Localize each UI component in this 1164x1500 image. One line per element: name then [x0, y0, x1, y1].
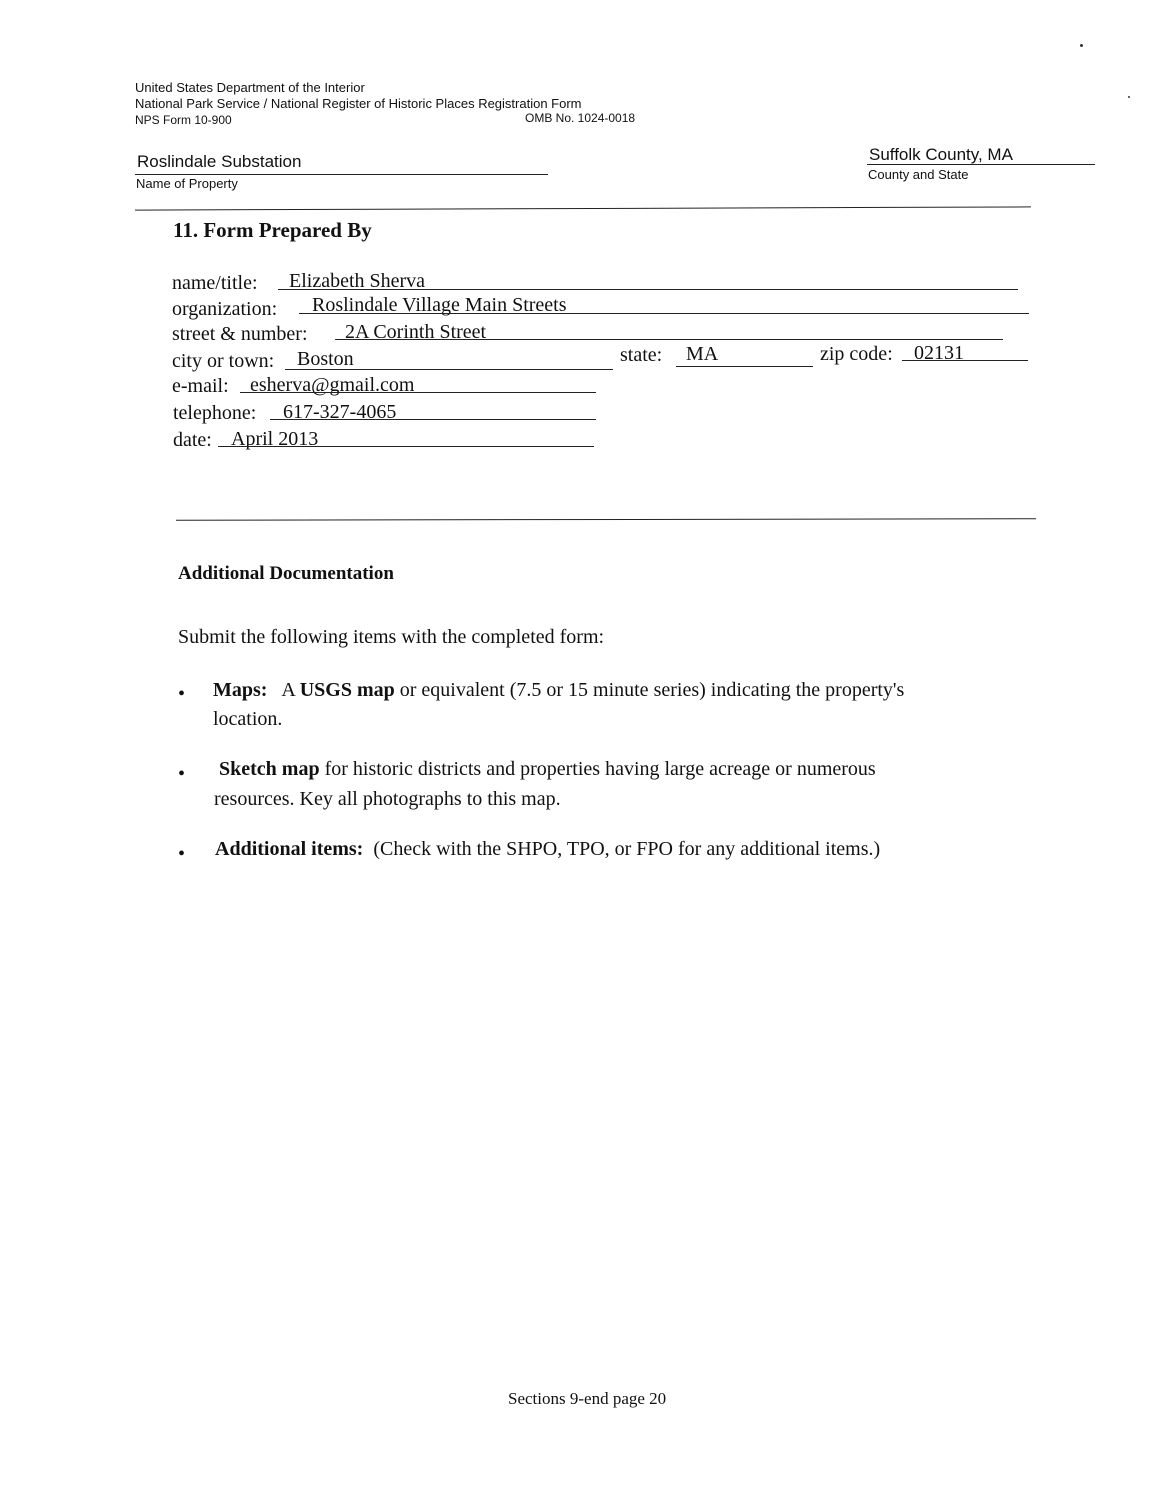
organization-label: organization: [172, 298, 278, 320]
sketch-map-text: for historic districts and properties having large acreage or numerous [324, 758, 876, 780]
county-state-underline [867, 164, 1095, 165]
section-divider-bottom [176, 518, 1036, 521]
state-underline [676, 366, 813, 367]
sketch-map-label: Sketch map [219, 758, 320, 780]
usgs-map-label: USGS map [299, 679, 395, 701]
bullet-item-additional-items [215, 834, 880, 865]
form-title: National Park Service / National Register of Historic Places Registration Form [135, 96, 582, 111]
name-title-value: Elizabeth Sherva [289, 270, 426, 292]
section-divider-top [135, 206, 1031, 210]
additional-documentation-heading: Additional Documentation [178, 563, 394, 584]
organization-underline [299, 313, 1029, 314]
street-number-underline [335, 339, 1003, 340]
email-label: e-mail: [172, 375, 229, 397]
date-label: date: [173, 429, 212, 451]
county-state-caption: County and State [868, 167, 969, 182]
zip-code-underline [902, 360, 1028, 361]
maps-text-line2: location. [213, 708, 283, 730]
bullet-item-maps [213, 675, 904, 706]
maps-text: or equivalent (7.5 or 15 minute series) indicating the property's [399, 679, 905, 701]
organization-value: Roslindale Village Main Streets [312, 294, 567, 316]
city-town-underline [285, 369, 613, 370]
zip-code-value: 02131 [914, 342, 964, 364]
scan-speck [1128, 96, 1130, 98]
name-title-underline [278, 289, 1018, 290]
city-town-value: Boston [297, 348, 354, 370]
email-underline [240, 392, 596, 393]
property-name-caption: Name of Property [136, 176, 238, 191]
state-label: state: [620, 344, 663, 366]
state-value: MA [686, 343, 719, 365]
telephone-underline [270, 419, 596, 420]
zip-code-label: zip code: [820, 343, 893, 365]
county-state-value: Suffolk County, MA [869, 145, 1013, 164]
additional-items-text: (Check with the SHPO, TPO, or FPO for any additional items.) [373, 838, 881, 860]
date-underline [218, 446, 594, 447]
additional-intro: Submit the following items with the completed form: [178, 626, 605, 648]
section-11-title: 11. Form Prepared By [173, 218, 372, 242]
street-number-value: 2A Corinth Street [345, 321, 487, 343]
scan-speck [1080, 44, 1083, 47]
telephone-value: 617-327-4065 [283, 401, 397, 423]
maps-label: Maps: [213, 679, 268, 701]
form-number: NPS Form 10-900 [135, 113, 232, 127]
bullet-item-sketch-map [219, 754, 876, 785]
sketch-map-text-line2: resources. Key all photographs to this map. [214, 788, 561, 810]
email-value: esherva@gmail.com [250, 374, 415, 396]
additional-items-label: Additional items: [215, 838, 364, 860]
date-value: April 2013 [231, 428, 319, 450]
bullet-1: • [178, 683, 186, 705]
street-number-label: street & number: [172, 323, 308, 345]
name-title-label: name/title: [172, 272, 258, 294]
department-name: United States Department of the Interior [135, 80, 365, 95]
bullet-2: • [178, 763, 186, 785]
bullet-3: • [178, 843, 186, 865]
property-name-underline [135, 174, 548, 175]
telephone-label: telephone: [173, 402, 257, 424]
maps-text-a: A [281, 679, 295, 701]
city-town-label: city or town: [172, 350, 275, 372]
omb-number: OMB No. 1024-0018 [525, 111, 636, 125]
page-footer: Sections 9-end page 20 [508, 1389, 667, 1408]
property-name-value: Roslindale Substation [137, 152, 302, 171]
